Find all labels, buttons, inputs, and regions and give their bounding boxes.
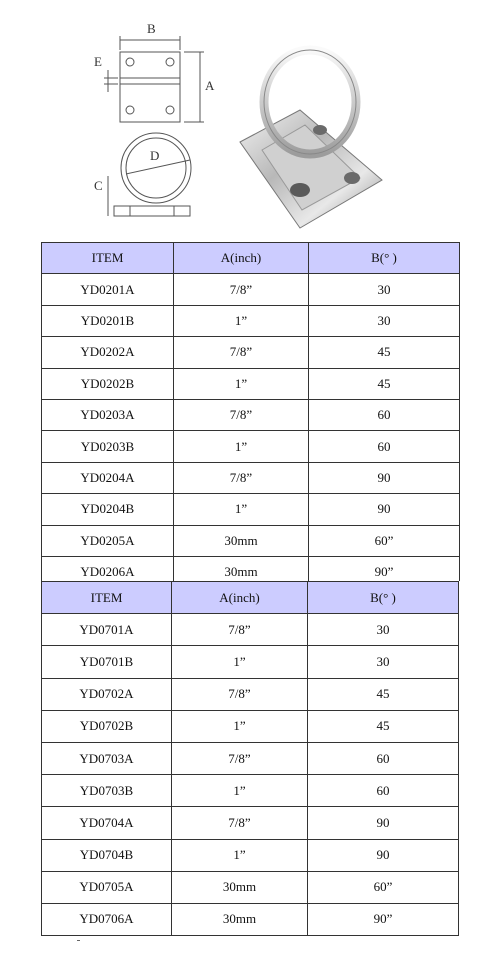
table-row bbox=[42, 871, 459, 903]
table-row bbox=[42, 525, 460, 556]
mount-hole bbox=[126, 106, 134, 114]
dim-label-b: B bbox=[147, 21, 156, 36]
cell-b: 60 bbox=[308, 742, 459, 774]
ring-inner bbox=[126, 138, 186, 198]
cell-item: YD0204A bbox=[42, 462, 174, 493]
ring-outer bbox=[121, 133, 191, 203]
stray-mark bbox=[77, 940, 80, 941]
table-row bbox=[42, 556, 460, 581]
cell-item: YD0201A bbox=[42, 274, 174, 305]
cell-item: YD0703B bbox=[42, 775, 172, 807]
spec-table-2 bbox=[41, 581, 459, 936]
cell-b: 30 bbox=[309, 274, 460, 305]
cell-a: 1” bbox=[174, 368, 309, 399]
product-drawing bbox=[0, 0, 480, 240]
table-row bbox=[42, 807, 459, 839]
table-row bbox=[42, 399, 460, 430]
cell-b: 60 bbox=[308, 775, 459, 807]
cell-a: 7/8” bbox=[172, 742, 308, 774]
table-row bbox=[42, 494, 460, 525]
cell-a: 30mm bbox=[172, 903, 308, 935]
table-row bbox=[42, 462, 460, 493]
table-row bbox=[42, 368, 460, 399]
cell-a: 1” bbox=[172, 775, 308, 807]
header-b-degree: B(° ) bbox=[309, 243, 460, 274]
cell-item: YD0705A bbox=[42, 871, 172, 903]
cell-b: 45 bbox=[309, 368, 460, 399]
cell-a: 30mm bbox=[174, 525, 309, 556]
cell-a: 1” bbox=[174, 305, 309, 336]
header-item: ITEM bbox=[42, 582, 172, 614]
cell-a: 1” bbox=[174, 431, 309, 462]
cell-item: YD0206A bbox=[42, 556, 174, 581]
cell-b: 90 bbox=[308, 807, 459, 839]
cell-item: YD0202A bbox=[42, 337, 174, 368]
cell-b: 90” bbox=[308, 903, 459, 935]
cell-a: 1” bbox=[172, 710, 308, 742]
cell-item: YD0706A bbox=[42, 903, 172, 935]
mount-hole bbox=[166, 58, 174, 66]
cell-item: YD0203A bbox=[42, 399, 174, 430]
cell-a: 1” bbox=[172, 839, 308, 871]
table-row bbox=[42, 431, 460, 462]
cell-b: 60 bbox=[309, 431, 460, 462]
cell-a: 7/8” bbox=[172, 807, 308, 839]
table-row bbox=[42, 305, 460, 336]
cell-b: 60” bbox=[308, 871, 459, 903]
header-a-inch: A(inch) bbox=[174, 243, 309, 274]
cell-a: 7/8” bbox=[174, 399, 309, 430]
cell-b: 30 bbox=[308, 646, 459, 678]
cell-a: 7/8” bbox=[174, 337, 309, 368]
mount-hole bbox=[166, 106, 174, 114]
cell-b: 60 bbox=[309, 399, 460, 430]
cell-item: YD0704A bbox=[42, 807, 172, 839]
table-row bbox=[42, 337, 460, 368]
cell-b: 30 bbox=[309, 305, 460, 336]
cell-item: YD0202B bbox=[42, 368, 174, 399]
cell-b: 90 bbox=[309, 462, 460, 493]
cell-item: YD0204B bbox=[42, 494, 174, 525]
header-item: ITEM bbox=[42, 243, 174, 274]
cell-b: 90 bbox=[308, 839, 459, 871]
cell-b: 30 bbox=[308, 614, 459, 646]
table-row bbox=[42, 614, 459, 646]
table-row bbox=[42, 839, 459, 871]
product-photo bbox=[240, 50, 382, 228]
cell-a: 1” bbox=[172, 646, 308, 678]
cell-b: 45 bbox=[309, 337, 460, 368]
cell-a: 7/8” bbox=[172, 678, 308, 710]
cell-b: 45 bbox=[308, 678, 459, 710]
cell-b: 45 bbox=[308, 710, 459, 742]
dim-label-e: E bbox=[94, 54, 102, 69]
cell-a: 30mm bbox=[174, 556, 309, 581]
cell-item: YD0703A bbox=[42, 742, 172, 774]
cell-item: YD0702A bbox=[42, 678, 172, 710]
technical-drawing bbox=[0, 0, 480, 240]
cell-item: YD0701A bbox=[42, 614, 172, 646]
side-view bbox=[114, 206, 190, 216]
dim-label-c: C bbox=[94, 178, 103, 193]
spec-table-1-container bbox=[41, 242, 460, 581]
cell-item: YD0701B bbox=[42, 646, 172, 678]
cell-item: YD0702B bbox=[42, 710, 172, 742]
cell-a: 7/8” bbox=[174, 462, 309, 493]
table-row bbox=[42, 710, 459, 742]
table-header-row bbox=[42, 582, 459, 614]
cell-a: 30mm bbox=[172, 871, 308, 903]
cell-item: YD0203B bbox=[42, 431, 174, 462]
cell-b: 90 bbox=[309, 494, 460, 525]
cell-b: 90” bbox=[309, 556, 460, 581]
table-row bbox=[42, 646, 459, 678]
table-row bbox=[42, 274, 460, 305]
cell-item: YD0205A bbox=[42, 525, 174, 556]
plate-top-view bbox=[120, 52, 180, 122]
cell-item: YD0201B bbox=[42, 305, 174, 336]
cell-b: 60” bbox=[309, 525, 460, 556]
header-b-degree: B(° ) bbox=[308, 582, 459, 614]
cell-a: 1” bbox=[174, 494, 309, 525]
cell-a: 7/8” bbox=[172, 614, 308, 646]
spec-table-1 bbox=[41, 242, 460, 581]
table-row bbox=[42, 678, 459, 710]
table-row bbox=[42, 742, 459, 774]
dim-label-a: A bbox=[205, 78, 215, 93]
table-header-row bbox=[42, 243, 460, 274]
cell-a: 7/8” bbox=[174, 274, 309, 305]
dim-label-d: D bbox=[150, 148, 160, 163]
header-a-inch: A(inch) bbox=[172, 582, 308, 614]
table-row bbox=[42, 903, 459, 935]
cell-item: YD0704B bbox=[42, 839, 172, 871]
table-row bbox=[42, 775, 459, 807]
mount-hole bbox=[126, 58, 134, 66]
